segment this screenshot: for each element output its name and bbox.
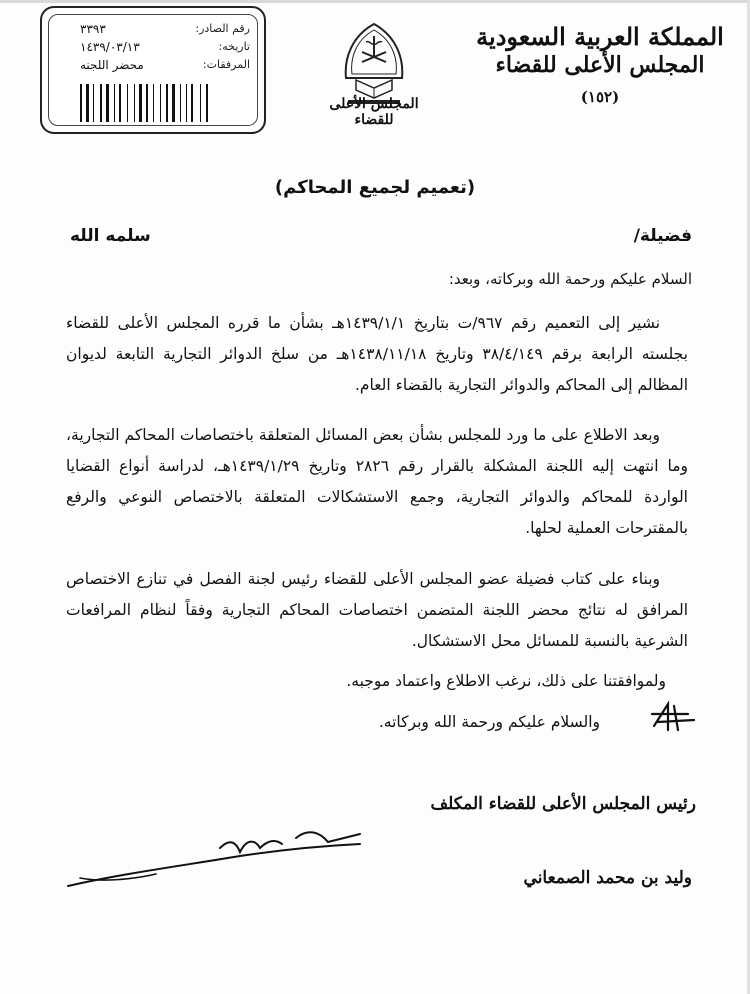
greeting: السلام عليكم ورحمة الله وبركاته، وبعد: (448, 270, 692, 288)
reference-box (40, 6, 266, 134)
barcode-bar (134, 84, 135, 122)
emblem-caption: المجلس الأعلى للقضاء (329, 96, 419, 128)
page-code: (١٥٢) (580, 87, 620, 106)
barcode-bar (186, 84, 187, 122)
addressee: فضيلة/ (633, 226, 692, 246)
handwritten-initial-mark (648, 700, 698, 734)
kingdom-name: المملكة العربية السعودية (476, 22, 724, 51)
barcode-bar (146, 84, 148, 122)
paragraph-1: نشير إلى التعميم رقم ٩٦٧/ت بتاريخ ١٤٣٩/١/١هـ بشأن ما قرره المجلس الأعلى للقضاء بجلسته الرابعة برقم ٣٨/٤/١٤٩ وتاريخ ١٤٣٨/١١/١٨هـ من سلخ الدوائر التجارية التابعة لديوان المظالم إلى المحاكم والدوائر التجارية بالقضاء العام. (66, 314, 688, 394)
addressee-blessing: سلمه الله (70, 226, 151, 246)
ref-number-value: ٣٣٩٣ (80, 22, 106, 36)
ref-attachments-value: محضر اللجنه (80, 58, 144, 72)
paragraph-3: وبناء على كتاب فضيلة عضو المجلس الأعلى للقضاء رئيس لجنة الفصل في تنازع الاختصاص المرافق له نتائج محضر اللجنة المتضمن اختصاصات المحاكم التجارية وفقاً لنظام المرافعات الشرعية بالنسبة للمسائل محل الاستشكال. (66, 570, 688, 650)
barcode-bar (119, 84, 121, 122)
barcode-bar (200, 84, 201, 122)
barcode-bar (191, 84, 193, 122)
ref-attachments-row (203, 58, 250, 71)
barcode-bar (114, 84, 115, 122)
closing-greeting: والسلام عليكم ورحمة الله وبركاته. (378, 713, 600, 731)
paragraph-2: وبعد الاطلاع على ما ورد للمجلس بشأن بعض المسائل المتعلقة باختصاصات المحاكم التجارية، وما انتهت إليه اللجنة المشكلة بالقرار رقم ٢٨٢٦ وتاريخ ١٤٣٩/١/٢٩هـ، لدراسة أنواع القضايا الواردة للمحاكم والدوائر التجارية، وجمع الاستشكالات المتعلقة بالاختصاص النوعي والرفع بالمقترحات العملية لحلها. (66, 426, 688, 537)
ref-attachments-label: المرفقات: (202, 58, 250, 71)
barcode-bar (166, 84, 168, 122)
council-name: المجلس الأعلى للقضاء (495, 52, 705, 78)
ref-date-row (219, 40, 251, 53)
ref-number-row (195, 22, 250, 35)
letterhead-title (470, 22, 730, 106)
handwritten-signature (60, 808, 390, 898)
barcode-bar (153, 84, 154, 122)
barcode-bar (100, 84, 102, 122)
barcode-bar (206, 84, 208, 122)
barcode-bar (93, 84, 94, 122)
barcode-bar (172, 84, 175, 122)
circular-subject: (تعميم لجميع المحاكم) (274, 177, 476, 198)
barcode-bar (139, 84, 142, 122)
paragraph-4: ولموافقتنا على ذلك، نرغب الاطلاع واعتماد موجبه. (346, 672, 666, 690)
barcode-bar (86, 84, 89, 122)
ref-number-label: رقم الصادر: (195, 22, 250, 35)
barcode-bar (127, 84, 128, 122)
ref-date-value: ١٤٣٩/٠٣/١٣ (80, 40, 140, 54)
barcode-bar (106, 84, 109, 122)
barcode-bar (80, 84, 82, 122)
signatory-title: رئيس المجلس الأعلى للقضاء المكلف (430, 794, 696, 814)
signatory-name: وليد بن محمد الصمعاني (523, 868, 692, 888)
barcode-bar (180, 84, 181, 122)
ref-date-label: تاريخه: (218, 40, 250, 53)
barcode (80, 84, 230, 122)
barcode-bar (160, 84, 161, 122)
top-edge-shadow (0, 0, 750, 3)
